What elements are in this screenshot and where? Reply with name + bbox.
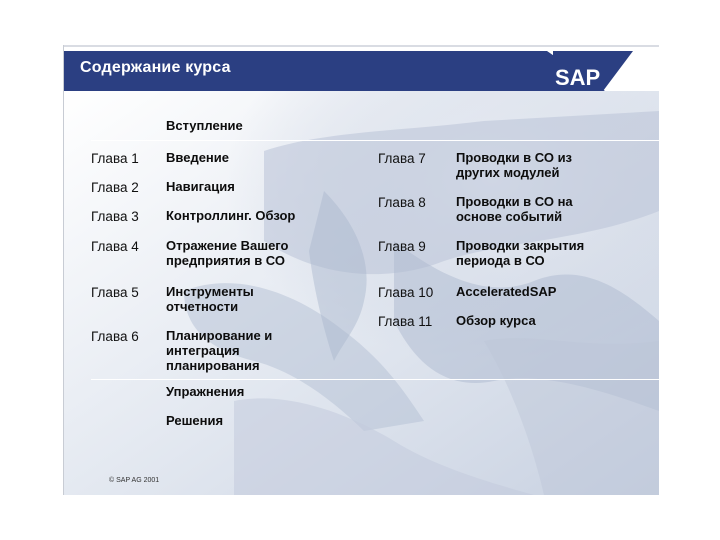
chapter-label: Глава 11 <box>378 314 433 329</box>
sap-logo <box>547 51 659 91</box>
chapter-label: Глава 2 <box>91 180 139 195</box>
chapter-title: AcceleratedSAP <box>456 284 557 299</box>
chapter-label: Глава 1 <box>91 151 139 166</box>
chapter-title: Навигация <box>166 179 235 194</box>
chapter-title-line: основе событий <box>456 209 563 224</box>
chapter-title-line: других модулей <box>456 165 560 180</box>
chapter-label: Глава 6 <box>91 329 139 344</box>
chapter-title-line: Проводки в СО на <box>456 194 573 209</box>
chapter-title: Введение <box>166 150 229 165</box>
sap-logo-text: SAP <box>555 65 601 90</box>
chapter-label: Глава 8 <box>378 195 426 210</box>
chapter-label: Глава 5 <box>91 285 139 300</box>
chapter-title-line: Планирование и <box>166 328 273 343</box>
copyright-notice: © SAP AG 2001 <box>109 477 160 484</box>
solutions-label: Решения <box>166 413 224 428</box>
chapter-label: Глава 4 <box>91 239 139 254</box>
chapter-title: Контроллинг. Обзор <box>166 208 296 223</box>
chapter-label: Глава 10 <box>378 285 434 300</box>
chapter-title: Обзор курса <box>456 313 536 328</box>
exercises-label: Упражнения <box>166 384 245 399</box>
chapter-title-line: периода в СО <box>456 253 545 268</box>
chapter-label: Глава 3 <box>91 209 139 224</box>
chapter-title-line: интеграция <box>166 343 240 358</box>
chapter-label: Глава 9 <box>378 239 426 254</box>
chapter-title-line: планирования <box>166 358 260 373</box>
divider-bottom <box>91 379 659 380</box>
slide <box>63 45 659 495</box>
page-title: Содержание курса <box>80 59 231 76</box>
chapter-label: Глава 7 <box>378 151 426 166</box>
divider-top <box>91 140 659 141</box>
top-rule <box>64 45 659 47</box>
chapter-title-line: отчетности <box>166 299 239 314</box>
chapter-title-line: предприятия в СО <box>166 253 285 268</box>
chapter-title-line: Проводки в СО из <box>456 150 573 165</box>
chapter-title-line: Отражение Вашего <box>166 238 289 253</box>
chapter-title-line: Инструменты <box>166 284 254 299</box>
intro-label: Вступление <box>166 118 243 133</box>
title-bar <box>64 51 659 91</box>
chapter-title-line: Проводки закрытия <box>456 238 585 253</box>
